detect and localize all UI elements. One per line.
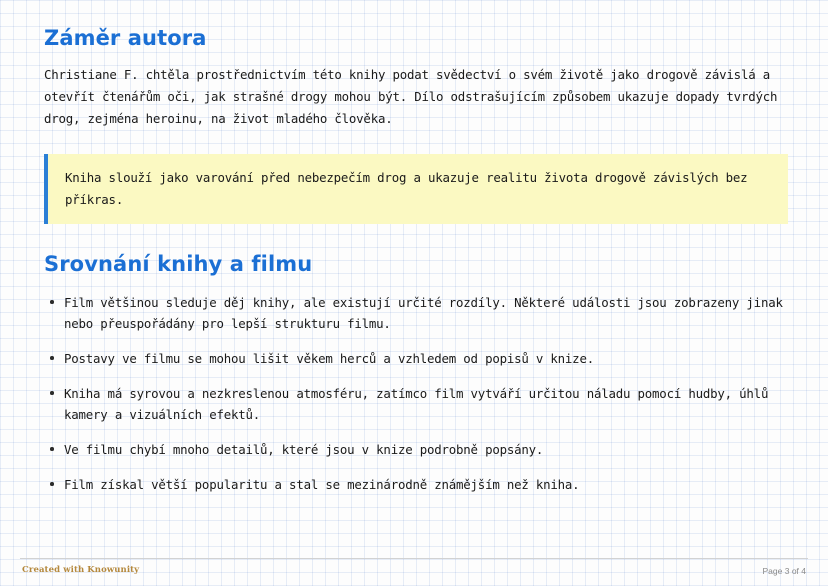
section-heading-zamer-autora: Záměr autora: [44, 26, 207, 50]
footer-page-number: Page 3 of 4: [762, 566, 806, 576]
callout-box: [44, 154, 788, 224]
list-item: Film většinou sleduje děj knihy, ale existují určité rozdíly. Některé události jsou zobrazeny jinak nebo přeuspořádány pro lepší strukturu filmu.: [44, 292, 788, 334]
page-footer: [0, 558, 828, 586]
page-content: [44, 26, 788, 509]
footer-brand-label: Created with Knowunity: [22, 565, 140, 575]
callout-text: Kniha slouží jako varování před nebezpečím drog a ukazuje realitu života drogově závislých bez příkras.: [65, 170, 748, 207]
list-item: Film získal větší popularitu a stal se mezinárodně známějším než kniha.: [44, 474, 788, 495]
section-heading-srovnani-knihy-a-filmu: Srovnání knihy a filmu: [44, 252, 313, 276]
list-item: Kniha má syrovou a nezkreslenou atmosféru, zatímco film vytváří určitou náladu pomocí hudby, úhlů kamery a vizuálních efektů.: [44, 383, 788, 425]
section-paragraph-zamer-autora: Christiane F. chtěla prostřednictvím této knihy podat svědectví o svém životě jako drogově závislá a otevřít čtenářům oči, jak strašné drogy mohou být. Dílo odstrašujícím způsobem ukazuje dopady tvrdých drog, zejména heroinu, na život mladého člověka.: [44, 67, 778, 126]
list-item: Postavy ve filmu se mohou lišit věkem herců a vzhledem od popisů v knize.: [44, 348, 788, 369]
list-item: Ve filmu chybí mnoho detailů, které jsou v knize podrobně popsány.: [44, 439, 788, 460]
comparison-bullet-list: [44, 292, 788, 495]
footer-divider: [20, 558, 808, 559]
